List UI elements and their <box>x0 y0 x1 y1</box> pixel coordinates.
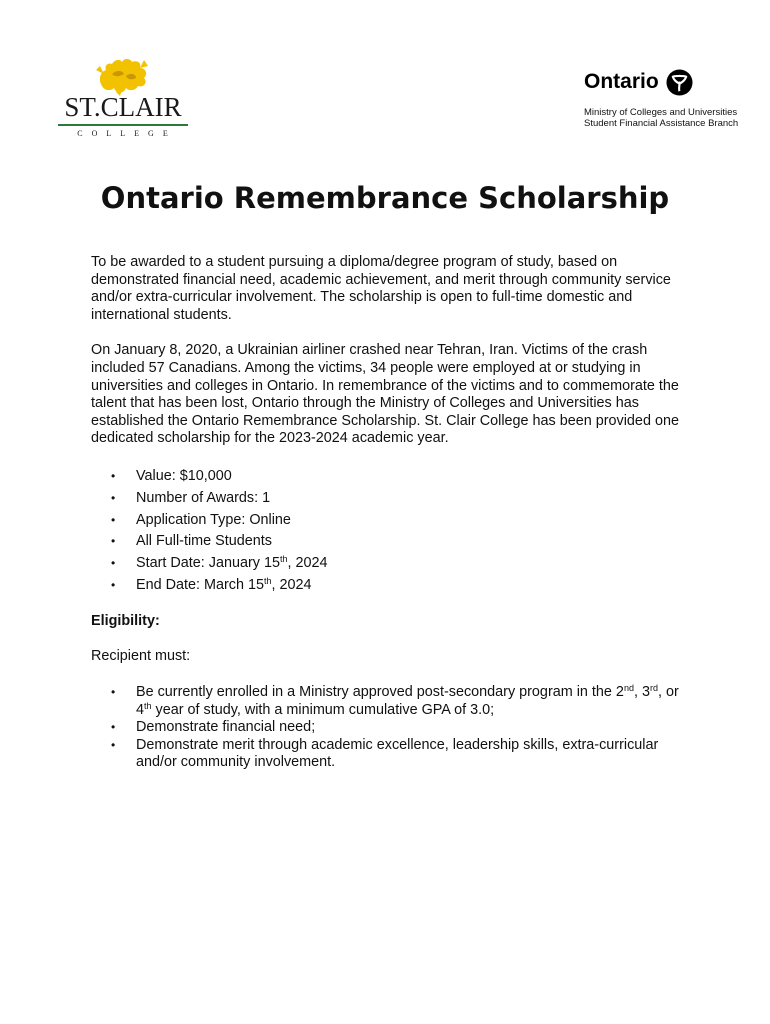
st-clair-college-logo <box>56 56 190 140</box>
ontario-wordmark: Ontario <box>584 70 659 93</box>
value-text: Value: $10,000 <box>136 467 232 484</box>
ontario-logo <box>584 68 744 132</box>
eligibility-heading: Eligibility: <box>91 612 160 629</box>
enrolled-sup-1: nd <box>623 682 634 693</box>
list-item-awards <box>111 488 691 510</box>
bullet-icon: • <box>111 534 116 549</box>
end-date-prefix: End Date: March 15 <box>136 576 264 593</box>
students-text: All Full-time Students <box>136 533 272 550</box>
bullet-icon: • <box>111 512 116 527</box>
college-wordmark: COLLEGE <box>77 129 177 138</box>
recipient-must-text: Recipient must: <box>91 648 191 665</box>
application-type-text: Application Type: Online <box>136 511 291 528</box>
start-date-prefix: Start Date: January 15 <box>136 555 280 572</box>
list-item-end-date <box>111 575 691 597</box>
list-item-value <box>111 466 691 488</box>
eligibility-list <box>91 684 691 772</box>
enrolled-sup-2: rd <box>649 682 658 693</box>
details-list <box>91 466 691 597</box>
trillium-icon <box>666 69 693 96</box>
start-date-sup: th <box>279 554 288 565</box>
bullet-icon: • <box>111 720 116 735</box>
bullet-icon: • <box>111 468 116 483</box>
list-item-enrolled <box>111 682 691 719</box>
bullet-icon: • <box>111 556 116 571</box>
end-date-sup: th <box>263 575 272 586</box>
list-item-students <box>111 531 691 553</box>
ministry-line-1: Ministry of Colleges and Universities <box>584 107 738 118</box>
intro-paragraph: To be awarded to a student pursuing a diploma/degree program of study, based on demonstrated financial need, academic achievement, and merit through community service and/or extra-curricular involvement. The scholarship is open to full-time domestic and international students. <box>91 254 671 323</box>
awards-text: Number of Awards: 1 <box>136 489 271 506</box>
enrolled-part-3: , or 4 <box>136 683 679 718</box>
st-clair-wordmark: ST.CLAIR <box>64 92 182 122</box>
bullet-icon: • <box>111 684 116 699</box>
enrolled-sup-3: th <box>144 700 152 711</box>
list-item-application-type <box>111 510 691 532</box>
financial-need-text: Demonstrate financial need; <box>136 719 316 736</box>
logo-rule <box>58 124 188 126</box>
merit-text: Demonstrate merit through academic excellence, leadership skills, extra-curricular and/or community involvement. <box>136 736 659 771</box>
background-paragraph: On January 8, 2020, a Ukrainian airliner crashed near Tehran, Iran. Victims of the crash included 57 Canadians. Among the victims, 34 people were employed at or studying in universities and colleges in Ontario. In remembrance of the victims and to commemorate the talent that has been lost, Ontario through the Ministry of Colleges and Universities has established the Ontario Remembrance Scholarship. St. Clair College has been provided one dedicated scholarship for the 2023-2024 academic year. <box>91 342 679 447</box>
list-item-start-date <box>111 553 691 575</box>
enrolled-part-2: , 3 <box>633 683 650 700</box>
start-date-suffix: , 2024 <box>287 555 328 572</box>
bullet-icon: • <box>111 490 116 505</box>
list-item-merit <box>111 736 691 772</box>
bullet-icon: • <box>111 737 116 752</box>
list-item-financial-need <box>111 719 691 737</box>
ministry-name <box>584 107 738 129</box>
dragon-icon <box>94 56 150 96</box>
page-title: Ontario Remembrance Scholarship <box>100 181 670 215</box>
end-date-suffix: , 2024 <box>271 576 312 593</box>
enrolled-part-4: year of study, with a minimum cumulative GPA of 3.0; <box>151 701 495 718</box>
enrolled-part-1: Be currently enrolled in a Ministry approved post-secondary program in the 2 <box>136 683 624 700</box>
ministry-line-2: Student Financial Assistance Branch <box>584 118 739 129</box>
bullet-icon: • <box>111 577 116 592</box>
document-body <box>91 254 691 788</box>
